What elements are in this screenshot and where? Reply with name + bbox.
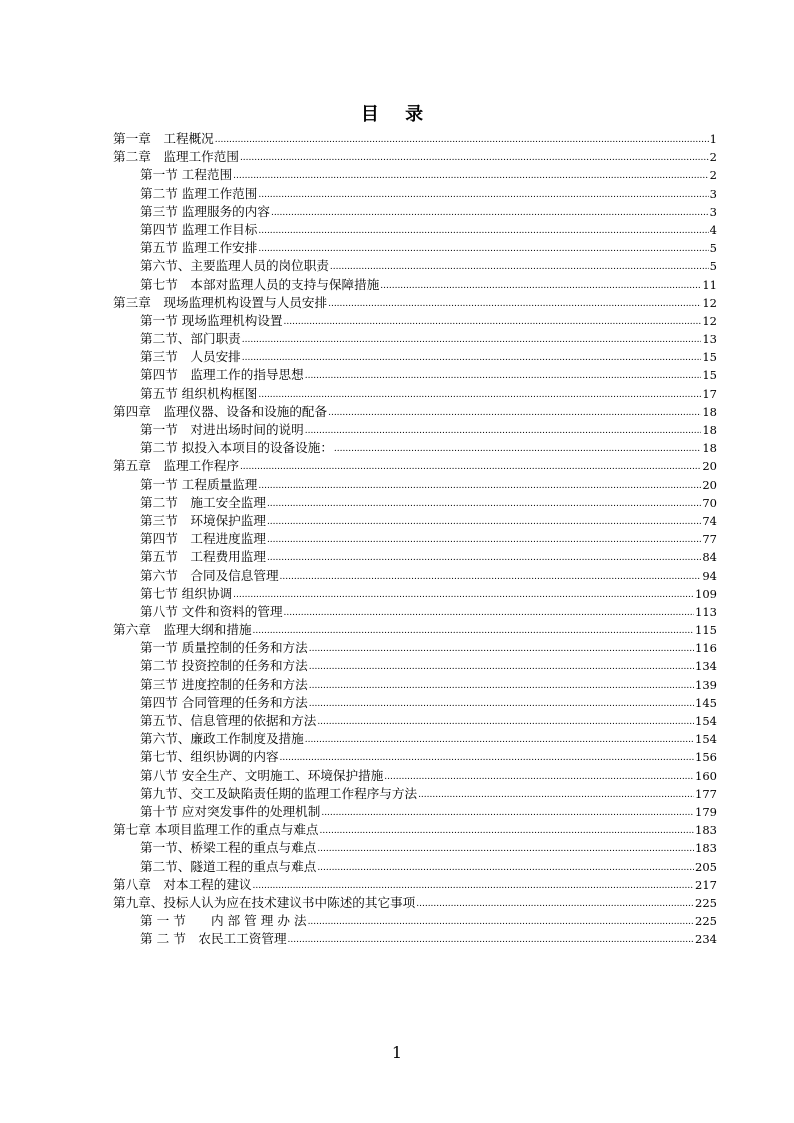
toc-entry-page: 15 <box>702 368 717 383</box>
toc-entry-page: 109 <box>695 586 717 601</box>
toc-entry-page: 183 <box>695 823 717 838</box>
toc-entry-page: 134 <box>695 659 717 674</box>
toc-entry-label: 第八章 对本工程的建议 <box>113 876 252 892</box>
toc-entry-label: 第五章 监理工作程序 <box>113 458 239 474</box>
toc-entry-page: 1 <box>709 132 717 146</box>
toc-entry-label: 第一节 对进出场时间的说明 <box>140 422 304 437</box>
toc-chapter-entry[interactable] <box>113 148 717 166</box>
toc-leader-dots <box>320 822 695 840</box>
toc-entry-label: 第 二 节 农民工工资管理 <box>140 931 287 947</box>
toc-leader-dots <box>258 477 701 495</box>
toc-entry-label: 第四节 工程进度监理 <box>140 531 266 547</box>
toc-section-entry[interactable] <box>113 839 717 857</box>
toc-entry-label: 第四章 监理仪器、设备和设施的配备 <box>113 403 328 419</box>
toc-section-entry[interactable] <box>113 385 717 403</box>
toc-entry-page: 225 <box>695 895 717 910</box>
toc-entry-label: 第三节 人员安排 <box>140 349 241 365</box>
toc-entry-page: 113 <box>695 604 717 619</box>
toc-section-entry[interactable] <box>113 930 717 948</box>
toc-entry-page: 3 <box>709 186 717 201</box>
toc-entry-page: 234 <box>695 932 717 947</box>
toc-entry-label: 第七章 本项目监理工作的重点与难点 <box>113 822 319 838</box>
toc-entry-page: 154 <box>695 732 717 747</box>
page-title: 目 录 <box>360 104 434 125</box>
toc-entry-label: 第六节、主要监理人员的岗位职责 <box>140 258 329 274</box>
toc-leader-dots <box>267 531 701 549</box>
toc-entry-page: 5 <box>709 241 717 256</box>
toc-entry-label: 第七节、组织协调的内容 <box>140 749 279 765</box>
toc-entry-label: 第三节 监理服务的内容 <box>140 203 270 219</box>
toc-section-entry[interactable] <box>113 603 717 621</box>
toc-leader-dots <box>309 677 694 695</box>
toc-section-entry[interactable] <box>113 676 717 694</box>
toc-leader-dots <box>258 240 708 258</box>
toc-entry-page: 17 <box>702 386 717 401</box>
toc-entry-page: 177 <box>695 786 717 801</box>
toc-leader-dots <box>258 186 708 204</box>
toc-entry-label: 第四节 监理工作的指导思想 <box>140 367 304 383</box>
toc-leader-dots <box>330 258 709 276</box>
toc-chapter-entry[interactable] <box>113 457 717 475</box>
toc-leader-dots <box>317 713 694 731</box>
toc-leader-dots <box>258 222 708 240</box>
toc-entry-label: 第九章、投标人认为应在技术建议书中陈述的其它事项 <box>113 894 416 910</box>
toc-section-entry[interactable] <box>113 858 717 876</box>
toc-entry-page: 156 <box>695 750 717 765</box>
toc-section-entry[interactable] <box>113 730 717 748</box>
toc-leader-dots <box>267 513 701 531</box>
toc-entry-page: 70 <box>702 495 717 510</box>
toc-entry-label: 第一节 工程质量监理 <box>140 476 258 492</box>
toc-leader-dots <box>418 786 694 804</box>
toc-leader-dots <box>309 658 694 676</box>
toc-entry-page: 18 <box>702 404 717 419</box>
toc-section-entry[interactable] <box>113 239 717 257</box>
toc-leader-dots <box>280 749 695 767</box>
toc-leader-dots <box>380 277 701 295</box>
toc-entry-label: 第八节 文件和资料的管理 <box>140 603 283 619</box>
toc-entry-page: 154 <box>695 714 717 728</box>
toc-entry-label: 第二节、隧道工程的重点与难点 <box>140 858 317 874</box>
toc-leader-dots <box>288 931 695 949</box>
toc-leader-dots <box>309 640 694 658</box>
toc-entry-label: 第二节、部门职责 <box>140 331 241 347</box>
toc-leader-dots <box>253 622 695 640</box>
toc-entry-page: 116 <box>695 641 717 656</box>
toc-entry-label: 第七节 本部对监理人员的支持与保障措施 <box>140 276 380 292</box>
toc-leader-dots <box>305 367 702 385</box>
toc-entry-page: 15 <box>702 350 717 365</box>
toc-entry-label: 第一章 工程概况 <box>113 131 214 146</box>
toc-section-entry[interactable] <box>113 348 717 366</box>
toc-section-entry[interactable] <box>113 312 717 330</box>
toc-entry-page: 4 <box>709 222 717 237</box>
toc-leader-dots <box>267 495 701 513</box>
toc-leader-dots <box>215 131 709 149</box>
toc-entry-label: 第四节 监理工作目标 <box>140 221 258 237</box>
toc-section-entry[interactable] <box>113 712 717 730</box>
toc-entry-label: 第五节 监理工作安排 <box>140 240 258 256</box>
toc-leader-dots <box>253 877 695 895</box>
toc-entry-page: 20 <box>702 459 717 474</box>
toc-section-entry[interactable] <box>113 548 717 566</box>
toc-section-entry[interactable] <box>113 912 717 930</box>
toc-entry-page: 2 <box>709 168 717 183</box>
toc-entry-label: 第七节 组织协调 <box>140 585 233 601</box>
toc-entry-label: 第 一 节 内 部 管 理 办 法 <box>140 913 307 929</box>
toc-section-entry[interactable] <box>113 366 717 384</box>
toc-entry-page: 20 <box>702 477 717 492</box>
toc-entry-page: 13 <box>702 332 717 347</box>
toc-leader-dots <box>334 440 701 458</box>
toc-section-entry[interactable] <box>113 330 717 348</box>
toc-leader-dots <box>240 149 709 167</box>
toc-entry-page: 183 <box>695 841 717 856</box>
toc-entry-label: 第八节 安全生产、文明施工、环境保护措施 <box>140 767 384 783</box>
toc-entry-label: 第三节 环境保护监理 <box>140 512 266 528</box>
toc-leader-dots <box>242 349 702 367</box>
toc-entry-page: 12 <box>702 313 717 328</box>
toc-section-entry[interactable] <box>113 276 717 294</box>
toc-section-entry[interactable] <box>113 567 717 585</box>
toc-entry-label: 第一节、桥梁工程的重点与难点 <box>140 840 317 856</box>
toc-leader-dots <box>240 458 701 476</box>
toc-section-entry[interactable] <box>113 530 717 548</box>
toc-leader-dots <box>328 404 701 422</box>
toc-entry-label: 第一节 质量控制的任务和方法 <box>140 640 308 656</box>
toc-entry-page: 84 <box>702 550 717 565</box>
toc-leader-dots <box>317 859 694 877</box>
toc-chapter-entry[interactable] <box>113 403 717 421</box>
toc-leader-dots <box>328 295 701 313</box>
toc-leader-dots <box>233 586 694 604</box>
toc-entry-page: 5 <box>709 259 717 274</box>
toc-entry-label: 第六节、廉政工作制度及措施 <box>140 731 304 747</box>
toc-leader-dots <box>284 313 702 331</box>
toc-leader-dots <box>416 895 694 913</box>
toc-entry-page: 11 <box>702 277 717 292</box>
toc-entry-page: 225 <box>695 914 717 929</box>
toc-entry-page: 18 <box>702 423 717 437</box>
toc-leader-dots <box>242 331 702 349</box>
toc-entry-page: 3 <box>709 204 717 219</box>
toc-chapter-entry[interactable] <box>113 621 717 639</box>
toc-section-entry[interactable] <box>113 512 717 530</box>
toc-entry-label: 第五节 组织机构框图 <box>140 385 258 401</box>
toc-entry-label: 第九节、交工及缺陷责任期的监理工作程序与方法 <box>140 785 418 801</box>
toc-leader-dots <box>280 568 702 586</box>
toc-entry-label: 第六节 合同及信息管理 <box>140 567 279 583</box>
toc-entry-page: 12 <box>702 295 717 310</box>
toc-entry-page: 179 <box>695 804 717 819</box>
toc-entry-page: 205 <box>695 859 717 874</box>
toc-section-entry[interactable] <box>113 494 717 512</box>
toc-leader-dots <box>308 913 694 931</box>
toc-leader-dots <box>305 422 702 440</box>
toc-entry-page: 18 <box>702 441 717 456</box>
toc-leader-dots <box>284 604 695 622</box>
toc-section-entry[interactable] <box>113 767 717 785</box>
toc-section-entry[interactable] <box>113 785 717 803</box>
toc-entry-page: 160 <box>695 768 717 783</box>
toc-chapter-entry[interactable] <box>113 894 717 912</box>
toc-entry-page: 2 <box>709 150 717 165</box>
toc-entry-label: 第五节 工程费用监理 <box>140 549 266 565</box>
toc-entry-page: 94 <box>702 568 717 583</box>
toc-leader-dots <box>309 695 694 713</box>
toc-entry-label: 第三章 现场监理机构设置与人员安排 <box>113 294 328 310</box>
toc-entry-page: 145 <box>695 695 717 710</box>
toc-entry-label: 第二节 监理工作范围 <box>140 185 258 201</box>
toc-entry-page: 217 <box>695 877 717 892</box>
toc-section-entry[interactable] <box>113 185 717 203</box>
toc-section-entry[interactable] <box>113 748 717 766</box>
toc-entry-label: 第六章 监理大纲和措施 <box>113 622 252 638</box>
page-number: 1 <box>391 1043 403 1062</box>
toc-entry-label: 第一节 现场监理机构设置 <box>140 312 283 328</box>
toc-leader-dots <box>305 731 694 749</box>
toc-section-entry[interactable] <box>113 257 717 275</box>
toc-entry-label: 第四节 合同管理的任务和方法 <box>140 694 308 710</box>
toc-leader-dots <box>317 840 694 858</box>
toc-chapter-entry[interactable] <box>113 821 717 839</box>
toc-entry-label: 第五节、信息管理的依据和方法 <box>140 713 317 728</box>
toc-section-entry[interactable] <box>113 203 717 221</box>
toc-leader-dots <box>233 167 709 185</box>
toc-section-entry[interactable] <box>113 476 717 494</box>
toc-leader-dots <box>258 386 701 404</box>
toc-leader-dots <box>384 768 694 786</box>
toc-section-entry[interactable] <box>113 439 717 457</box>
toc-section-entry[interactable] <box>113 585 717 603</box>
toc-entry-page: 139 <box>695 677 717 692</box>
toc-section-entry[interactable] <box>113 657 717 675</box>
toc-entry-label: 第三节 进度控制的任务和方法 <box>140 676 308 692</box>
toc-leader-dots <box>321 804 694 822</box>
toc-entry-label: 第二节 拟投入本项目的设备设施： <box>140 440 333 456</box>
toc-section-entry[interactable] <box>113 166 717 184</box>
toc-entry-label: 第一节 工程范围 <box>140 167 233 183</box>
toc-leader-dots <box>267 549 701 567</box>
toc-chapter-entry[interactable] <box>113 130 717 148</box>
toc-section-entry[interactable] <box>113 421 717 439</box>
toc-leader-dots <box>271 204 709 222</box>
toc-section-entry[interactable] <box>113 221 717 239</box>
toc-section-entry[interactable] <box>113 694 717 712</box>
toc-chapter-entry[interactable] <box>113 876 717 894</box>
toc-entry-label: 第十节 应对突发事件的处理机制 <box>140 803 321 819</box>
toc-section-entry[interactable] <box>113 803 717 821</box>
toc-entry-page: 74 <box>702 513 717 528</box>
toc-section-entry[interactable] <box>113 639 717 657</box>
toc-entry-label: 第二节 施工安全监理 <box>140 494 266 510</box>
table-of-contents <box>113 130 717 948</box>
toc-entry-page: 115 <box>695 623 717 638</box>
toc-entry-page: 77 <box>702 532 717 547</box>
toc-entry-label: 第二节 投资控制的任务和方法 <box>140 658 308 674</box>
toc-entry-label: 第二章 监理工作范围 <box>113 149 239 165</box>
toc-chapter-entry[interactable] <box>113 294 717 312</box>
